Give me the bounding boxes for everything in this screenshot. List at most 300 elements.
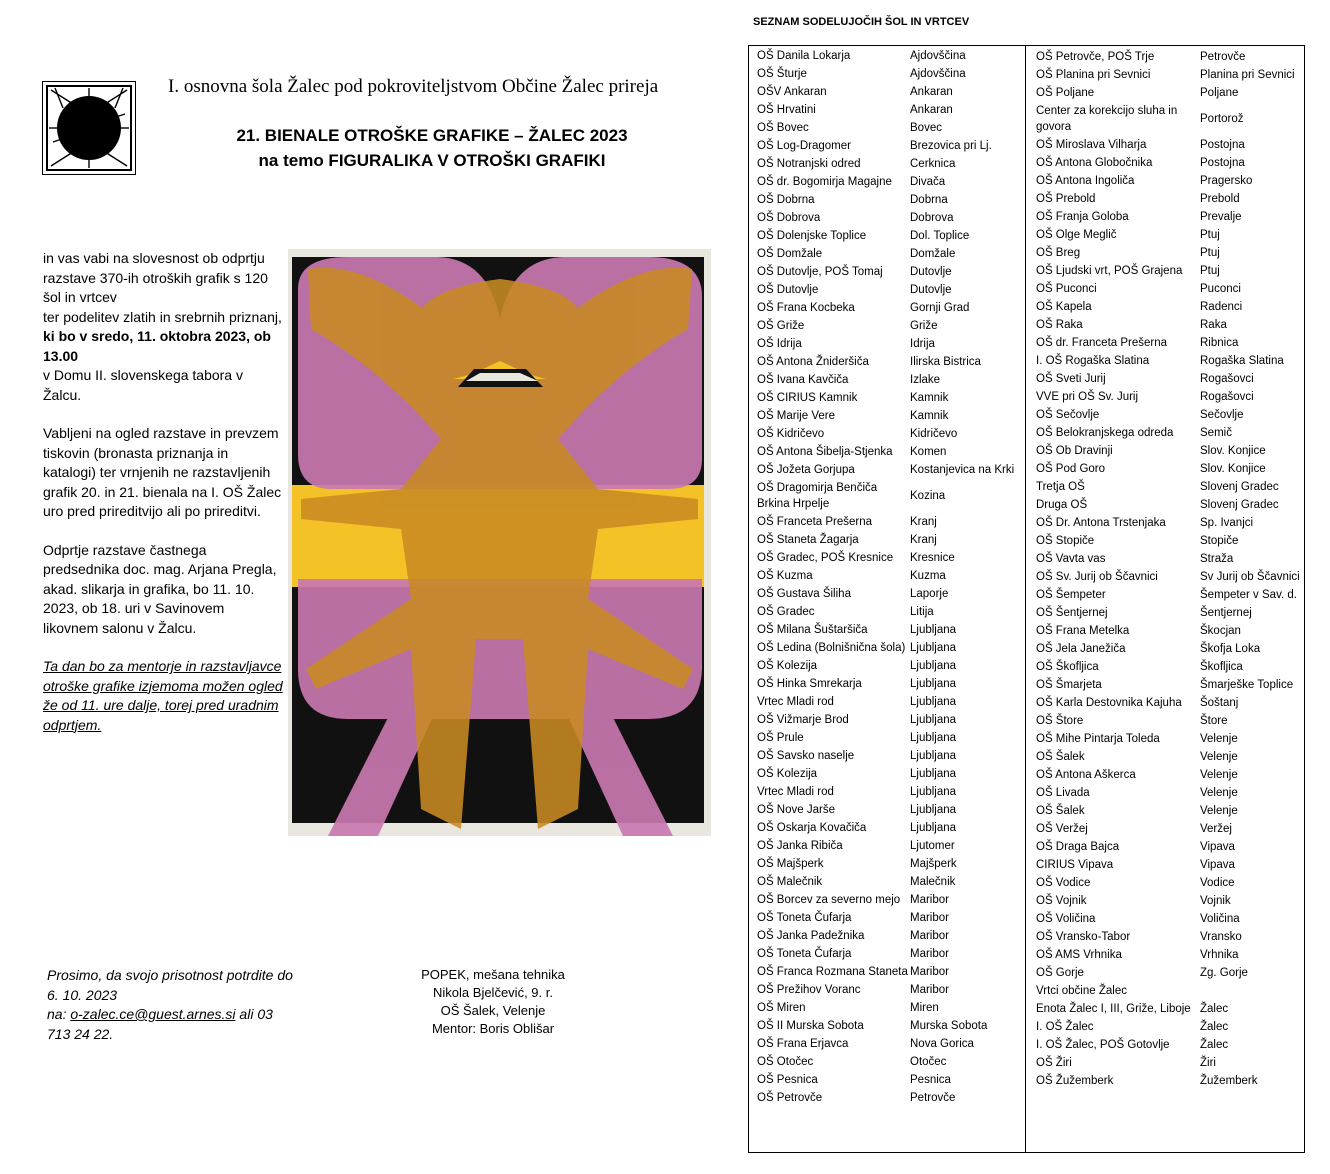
- school-row: [1036, 208, 1300, 226]
- school-place: Ribnica: [1200, 337, 1239, 349]
- school-place: Vipava: [1200, 841, 1235, 853]
- school-name: OŠ Sv. Jurij ob Ščavnici: [1036, 571, 1158, 583]
- school-place: Nova Gorica: [910, 1038, 974, 1050]
- school-row: [1036, 1000, 1300, 1018]
- school-row: [1036, 84, 1300, 102]
- school-place: Ljubljana: [910, 696, 957, 708]
- school-row: [757, 693, 1014, 711]
- school-row: [757, 729, 1014, 747]
- school-row: [757, 855, 1014, 873]
- school-place: Kamnik: [910, 392, 949, 404]
- school-place: Laporje: [910, 588, 949, 600]
- school-place: Dutovlje: [910, 266, 952, 278]
- school-name: OŠ Malečnik: [757, 876, 823, 888]
- school-place: Velenje: [1200, 751, 1238, 763]
- school-place: Ptuj: [1200, 247, 1220, 259]
- school-name: OŠ Šmarjeta: [1036, 679, 1102, 691]
- school-name: OŠ Nove Jarše: [757, 804, 835, 816]
- school-place: Planina pri Sevnici: [1200, 69, 1295, 81]
- school-place: Žalec: [1200, 1039, 1229, 1051]
- school-row: [1036, 424, 1300, 442]
- invitation-awards: ter podelitev zlatih in srebrnih priznanj,: [43, 308, 282, 325]
- school-name: OŠ Antona Šibelja-Stjenka: [757, 446, 893, 458]
- school-place: Ankaran: [910, 86, 953, 98]
- school-place: Štore: [1200, 715, 1228, 727]
- school-row: [1036, 102, 1300, 136]
- school-name: Druga OŠ: [1036, 499, 1088, 511]
- artwork-print: [288, 249, 711, 836]
- school-place: Vrhnika: [1200, 949, 1239, 961]
- school-place: Velenje: [1200, 733, 1238, 745]
- school-row: [1036, 496, 1300, 514]
- school-row: [757, 1053, 1014, 1071]
- school-row: [1036, 712, 1300, 730]
- school-row: [757, 371, 1014, 389]
- school-place: Litija: [910, 606, 934, 618]
- school-place: Vipava: [1200, 859, 1235, 871]
- school-name: OŠV Ankaran: [757, 86, 827, 98]
- school-name: OŠ Ob Dravinji: [1036, 445, 1113, 457]
- school-name: OŠ Franja Goloba: [1036, 211, 1129, 223]
- school-place: Maribor: [910, 930, 949, 942]
- school-name: OŠ Notranjski odred: [757, 158, 861, 170]
- school-row: [757, 801, 1014, 819]
- school-name: OŠ Kapela: [1036, 301, 1092, 313]
- school-row: [1036, 946, 1300, 964]
- school-row: [1036, 136, 1300, 154]
- school-row: [757, 407, 1014, 425]
- school-name: OŠ Miroslava Vilharja: [1036, 139, 1147, 151]
- school-row: [757, 765, 1014, 783]
- school-row: [1036, 66, 1300, 84]
- school-row: [757, 173, 1014, 191]
- school-place: Cerknica: [910, 158, 956, 170]
- school-place: Kresnice: [910, 552, 955, 564]
- school-name: OŠ Frana Metelka: [1036, 625, 1130, 637]
- school-name: OŠ Ljudski vrt, POŠ Grajena: [1036, 265, 1183, 277]
- school-row: [1036, 406, 1300, 424]
- school-place: Ajdovščina: [910, 68, 966, 80]
- school-name: OŠ Hrvatini: [757, 104, 816, 116]
- school-row: [1036, 478, 1300, 496]
- artwork-artist: Nikola Bjelčević, 9. r.: [433, 985, 553, 1000]
- school-row: [1036, 766, 1300, 784]
- school-name: OŠ dr. Franceta Prešerna: [1036, 337, 1168, 349]
- school-place: Portorož: [1200, 113, 1244, 125]
- school-name: OŠ Frana Kocbeka: [757, 302, 855, 314]
- school-name: OŠ Antona Globočnika: [1036, 157, 1153, 169]
- school-name: OŠ Frana Erjavca: [757, 1038, 849, 1050]
- school-place: Vodice: [1200, 877, 1235, 889]
- school-place: Ljubljana: [910, 786, 957, 798]
- school-row: [757, 191, 1014, 209]
- school-row: [757, 999, 1014, 1017]
- school-place: Ljubljana: [910, 660, 957, 672]
- school-place: Bovec: [910, 122, 942, 134]
- school-place: Sv Jurij ob Ščavnici: [1200, 571, 1300, 583]
- school-name: OŠ Šturje: [757, 68, 807, 80]
- school-name: OŠ Šalek: [1036, 805, 1085, 817]
- school-name: OŠ Dutovlje: [757, 284, 819, 296]
- school-name: OŠ Miren: [757, 1002, 806, 1014]
- school-place: Maribor: [910, 948, 949, 960]
- school-name: OŠ Toneta Čufarja: [757, 948, 852, 960]
- school-place: Slovenj Gradec: [1200, 481, 1279, 493]
- school-row: [757, 909, 1014, 927]
- school-name: OŠ Kuzma: [757, 570, 813, 582]
- school-row: [757, 1035, 1014, 1053]
- school-place: Ljubljana: [910, 732, 957, 744]
- school-place: Voličina: [1200, 913, 1240, 925]
- school-name: OŠ Bovec: [757, 122, 809, 134]
- school-place: Kamnik: [910, 410, 949, 422]
- school-name: OŠ Vižmarje Brod: [757, 714, 849, 726]
- school-place: Ajdovščina: [910, 50, 966, 62]
- school-place: Vransko: [1200, 931, 1242, 943]
- artwork-mentor: Mentor: Boris Oblišar: [431, 1021, 555, 1036]
- school-name: VVE pri OŠ Sv. Jurij: [1036, 391, 1139, 403]
- school-place: Škofljica: [1200, 661, 1243, 673]
- school-row: [757, 209, 1014, 227]
- school-place: Majšperk: [910, 858, 957, 870]
- school-name: OŠ Žiri: [1036, 1057, 1072, 1069]
- school-row: [1036, 226, 1300, 244]
- school-name: OŠ Milana Šuštaršiča: [757, 624, 868, 636]
- school-name: OŠ Marije Vere: [757, 410, 835, 422]
- school-place: Slov. Konjice: [1200, 463, 1266, 475]
- school-place: Idrija: [910, 338, 935, 350]
- school-row: [757, 621, 1014, 639]
- school-place: Murska Sobota: [910, 1020, 988, 1032]
- invitation-venue: v Domu II. slovenskega tabora v Žalcu.: [43, 367, 243, 403]
- school-name: OŠ Otočec: [757, 1056, 814, 1068]
- school-place: Velenje: [1200, 769, 1238, 781]
- school-place: Ptuj: [1200, 265, 1220, 277]
- school-name: OŠ dr. Bogomirja Magajne: [757, 176, 892, 188]
- school-name: OŠ Janka Ribiča: [757, 840, 843, 852]
- school-place: Vojnik: [1200, 895, 1231, 907]
- rsvp-text: [47, 966, 297, 1044]
- school-row: [1036, 928, 1300, 946]
- school-place: Ljubljana: [910, 768, 957, 780]
- school-row: [757, 981, 1014, 999]
- school-row: [1036, 820, 1300, 838]
- school-name: Tretja OŠ: [1036, 481, 1085, 493]
- school-place: Žalec: [1200, 1003, 1229, 1015]
- school-name: OŠ Petrovče: [757, 1092, 823, 1104]
- mentor-note: Ta dan bo za mentorje in razstavljavce otroške grafike izjemoma možen ogled že od 11. ure dalje, torej pred uradnim odprtjem.: [43, 658, 283, 733]
- school-name: OŠ Dobrova: [757, 212, 821, 224]
- school-place: Stopiče: [1200, 535, 1239, 547]
- school-name: OŠ Toneta Čufarja: [757, 912, 852, 924]
- host-line: I. osnovna šola Žalec pod pokroviteljstvom Občine Žalec prireja: [168, 76, 659, 97]
- school-place: Ljubljana: [910, 714, 957, 726]
- school-name: Center za korekcijo sluha in govora: [1036, 105, 1178, 133]
- school-name: OŠ Gradec, POŠ Kresnice: [757, 552, 894, 564]
- school-logo: [42, 81, 136, 175]
- school-name: OŠ Domžale: [757, 248, 823, 260]
- column-divider: [1025, 45, 1026, 1153]
- school-name: OŠ Štore: [1036, 715, 1084, 727]
- school-place: Šmarješke Toplice: [1200, 679, 1294, 691]
- school-name: OŠ Poljane: [1036, 87, 1095, 99]
- school-name: OŠ Raka: [1036, 319, 1083, 331]
- school-row: [757, 657, 1014, 675]
- school-name: OŠ Stopiče: [1036, 535, 1095, 547]
- school-name: OŠ Sveti Jurij: [1036, 373, 1106, 385]
- school-row: [1036, 676, 1300, 694]
- rsvp-email-link[interactable]: o-zalec.ce@guest.arnes.si: [70, 1006, 236, 1022]
- rsvp-phone: ali 03 713 24 22.: [47, 1006, 273, 1042]
- school-name: OŠ Idrija: [757, 338, 802, 350]
- school-row: [1036, 244, 1300, 262]
- school-list-title: SEZNAM SODELUJOČIH ŠOL IN VRTCEV: [753, 16, 970, 28]
- event-theme: na temo FIGURALIKA V OTROŠKI GRAFIKI: [258, 151, 606, 170]
- rsvp-request: Prosimo, da svojo prisotnost potrdite do 6. 10. 2023: [47, 967, 293, 1003]
- school-name: OŠ Šempeter: [1036, 589, 1106, 601]
- school-place: Dol. Toplice: [910, 230, 970, 242]
- artwork-image: [288, 249, 711, 836]
- school-row: [1036, 982, 1300, 1000]
- school-place: Ljubljana: [910, 804, 957, 816]
- school-row: [757, 1089, 1014, 1107]
- school-row: [1036, 370, 1300, 388]
- school-place: Brezovica pri Lj.: [910, 140, 992, 152]
- school-row: [1036, 910, 1300, 928]
- school-name: Enota Žalec I, III, Griže, Liboje: [1036, 1003, 1191, 1015]
- school-place: Pragersko: [1200, 175, 1253, 187]
- school-row: [1036, 730, 1300, 748]
- school-name: OŠ Škofljica: [1036, 661, 1099, 673]
- school-name: OŠ Vransko-Tabor: [1036, 931, 1131, 943]
- school-list-right-column: [1036, 48, 1300, 1090]
- school-name: OŠ Hinka Smrekarja: [757, 678, 862, 690]
- school-name: OŠ Ledina (Bolnišnična šola): [757, 642, 906, 654]
- school-name: OŠ Antona Aškerca: [1036, 769, 1136, 781]
- school-name: OŠ Pod Goro: [1036, 463, 1106, 475]
- school-place: Sečovlje: [1200, 409, 1244, 421]
- logo-graphic: [43, 82, 135, 174]
- school-name: OŠ Prebold: [1036, 193, 1096, 205]
- school-row: [757, 837, 1014, 855]
- school-row: [1036, 892, 1300, 910]
- school-row: [757, 711, 1014, 729]
- school-place: Rogašovci: [1200, 373, 1254, 385]
- school-place: Postojna: [1200, 139, 1245, 151]
- school-row: [1036, 802, 1300, 820]
- school-row: [757, 675, 1014, 693]
- school-name: OŠ Dragomirja Benčiča Brkina Hrpelje: [757, 482, 878, 510]
- school-name: OŠ Vodice: [1036, 877, 1091, 889]
- school-place: Domžale: [910, 248, 956, 260]
- school-name: OŠ Gorje: [1036, 967, 1084, 979]
- school-row: [1036, 748, 1300, 766]
- school-name: OŠ Livada: [1036, 787, 1090, 799]
- school-row: [1036, 154, 1300, 172]
- school-name: OŠ Dutovlje, POŠ Tomaj: [757, 266, 883, 278]
- school-row: [1036, 334, 1300, 352]
- school-place: Rogaška Slatina: [1200, 355, 1284, 367]
- school-place: Maribor: [910, 984, 949, 996]
- school-name: CIRIUS Vipava: [1036, 859, 1114, 871]
- school-place: Rogašovci: [1200, 391, 1254, 403]
- school-place: Slovenj Gradec: [1200, 499, 1279, 511]
- school-place: Radenci: [1200, 301, 1243, 313]
- school-name: OŠ Puconci: [1036, 283, 1097, 295]
- school-place: Dutovlje: [910, 284, 952, 296]
- school-row: [757, 513, 1014, 531]
- school-place: Maribor: [910, 912, 949, 924]
- rsvp-prefix: na:: [47, 1006, 71, 1022]
- school-row: [757, 567, 1014, 585]
- invitation-second-opening: Odprtje razstave častnega predsednika doc. mag. Arjana Pregla, akad. slikarja in grafika, bo 11. 10. 2023, ob 18. uri v Savinovem likovnem salonu v Žalcu.: [43, 541, 277, 636]
- school-place: Kuzma: [910, 570, 946, 582]
- school-name: OŠ Franca Rozmana Staneta: [757, 966, 908, 978]
- school-place: Griže: [910, 320, 938, 332]
- school-place: Otočec: [910, 1056, 947, 1068]
- school-place: Gornji Grad: [910, 302, 970, 314]
- school-row: [757, 245, 1014, 263]
- school-place: Maribor: [910, 966, 949, 978]
- school-place: Šempeter v Sav. d.: [1200, 589, 1297, 601]
- school-place: Ljubljana: [910, 642, 957, 654]
- school-name: Vrtec Mladi rod: [757, 786, 834, 798]
- school-row: [757, 585, 1014, 603]
- school-name: OŠ Šalek: [1036, 751, 1085, 763]
- school-row: [1036, 172, 1300, 190]
- school-row: [757, 317, 1014, 335]
- school-name: OŠ CIRIUS Kamnik: [757, 392, 858, 404]
- school-place: Kranj: [910, 516, 937, 528]
- school-row: [1036, 622, 1300, 640]
- school-row: [757, 1071, 1014, 1089]
- invitation-intro: in vas vabi na slovesnost ob odprtju razstave 370-ih otroških grafik s 120 šol in vrtcev: [43, 250, 268, 305]
- school-row: [757, 927, 1014, 945]
- school-row: [1036, 316, 1300, 334]
- school-place: Ptuj: [1200, 229, 1220, 241]
- school-row: [757, 549, 1014, 567]
- school-name: OŠ Oskarja Kovačiča: [757, 822, 867, 834]
- school-row: [1036, 604, 1300, 622]
- school-row: [1036, 388, 1300, 406]
- school-name: OŠ Gustava Šiliha: [757, 588, 851, 600]
- school-name: OŠ Kidričevo: [757, 428, 825, 440]
- school-name: OŠ Belokranjskega odreda: [1036, 427, 1174, 439]
- school-name: OŠ Voličina: [1036, 913, 1096, 925]
- school-row: [757, 603, 1014, 621]
- school-row: [757, 891, 1014, 909]
- school-name: OŠ Ivana Kavčiča: [757, 374, 849, 386]
- school-place: Puconci: [1200, 283, 1241, 295]
- school-name: I. OŠ Žalec: [1036, 1021, 1094, 1033]
- school-place: Veržej: [1200, 823, 1232, 835]
- school-place: Malečnik: [910, 876, 956, 888]
- school-name: OŠ Prežihov Voranc: [757, 984, 861, 996]
- school-name: OŠ Gradec: [757, 606, 815, 618]
- school-name: OŠ Antona Ingoliča: [1036, 175, 1135, 187]
- school-name: OŠ Vojnik: [1036, 895, 1087, 907]
- school-name: OŠ Žužemberk: [1036, 1075, 1114, 1087]
- school-place: Divača: [910, 176, 946, 188]
- school-name: OŠ Danila Lokarja: [757, 50, 851, 62]
- school-name: OŠ II Murska Sobota: [757, 1020, 864, 1032]
- school-row: [757, 747, 1014, 765]
- school-name: OŠ Borcev za severno mejo: [757, 894, 901, 906]
- school-row: [757, 299, 1014, 317]
- school-row: [757, 819, 1014, 837]
- school-row: [757, 101, 1014, 119]
- artwork-school: OŠ Šalek, Velenje: [440, 1003, 546, 1018]
- invitation-text: [43, 249, 283, 735]
- school-place: Dobrna: [910, 194, 948, 206]
- school-name: OŠ Mihe Pintarja Toleda: [1036, 733, 1160, 745]
- school-name: I. OŠ Žalec, POŠ Gotovlje: [1036, 1039, 1170, 1051]
- school-row: [1036, 568, 1300, 586]
- school-row: [757, 335, 1014, 353]
- school-name: OŠ Šentjernej: [1036, 607, 1108, 619]
- school-row: [757, 425, 1014, 443]
- school-place: Velenje: [1200, 805, 1238, 817]
- school-name: OŠ Jela Janežiča: [1036, 643, 1126, 655]
- school-row: [1036, 964, 1300, 982]
- invitation-collect: Vabljeni na ogled razstave in prevzem tiskovin (bronasta priznanja in katalogi) ter vrnjenih ne razstavljenih grafik 20. in 21. bienala na I. OŠ Žalec uro pred prireditvijo ali po prireditvi.: [43, 425, 282, 519]
- school-row: [1036, 1072, 1300, 1090]
- school-name: OŠ Janka Padežnika: [757, 930, 865, 942]
- school-row: [1036, 514, 1300, 532]
- school-place: Ljubljana: [910, 678, 957, 690]
- school-place: Prebold: [1200, 193, 1240, 205]
- school-place: Raka: [1200, 319, 1227, 331]
- school-name: OŠ Jožeta Gorjupa: [757, 464, 855, 476]
- school-name: OŠ Planina pri Sevnici: [1036, 69, 1151, 81]
- school-place: Ljutomer: [910, 840, 955, 852]
- school-name: I. OŠ Rogaška Slatina: [1036, 355, 1150, 367]
- school-row: [1036, 48, 1300, 66]
- school-name: OŠ Dobrna: [757, 194, 815, 206]
- school-row: [1036, 640, 1300, 658]
- school-row: [757, 263, 1014, 281]
- school-name: Vrtci občine Žalec: [1036, 985, 1127, 997]
- school-name: OŠ Sečovlje: [1036, 409, 1100, 421]
- school-place: Petrovče: [910, 1092, 956, 1104]
- school-place: Kostanjevica na Krki: [910, 464, 1015, 476]
- school-place: Straža: [1200, 553, 1234, 565]
- school-name: Vrtec Mladi rod: [757, 696, 834, 708]
- school-row: [757, 47, 1014, 65]
- artwork-credit: [395, 966, 591, 1038]
- school-row: [757, 873, 1014, 891]
- school-place: Pesnica: [910, 1074, 951, 1086]
- school-row: [1036, 856, 1300, 874]
- school-row: [1036, 658, 1300, 676]
- school-row: [1036, 784, 1300, 802]
- school-name: OŠ Breg: [1036, 247, 1081, 259]
- school-name: OŠ Olge Meglič: [1036, 229, 1117, 241]
- school-name: OŠ Kolezija: [757, 660, 818, 672]
- school-place: Kozina: [910, 490, 946, 502]
- school-place: Kranj: [910, 534, 937, 546]
- school-row: [757, 389, 1014, 407]
- school-row: [1036, 550, 1300, 568]
- school-place: Škocjan: [1200, 625, 1241, 637]
- school-row: [757, 1017, 1014, 1035]
- school-row: [757, 119, 1014, 137]
- school-row: [757, 137, 1014, 155]
- school-row: [1036, 442, 1300, 460]
- school-row: [757, 353, 1014, 371]
- school-row: [1036, 262, 1300, 280]
- school-list-left-column: [757, 47, 1014, 1107]
